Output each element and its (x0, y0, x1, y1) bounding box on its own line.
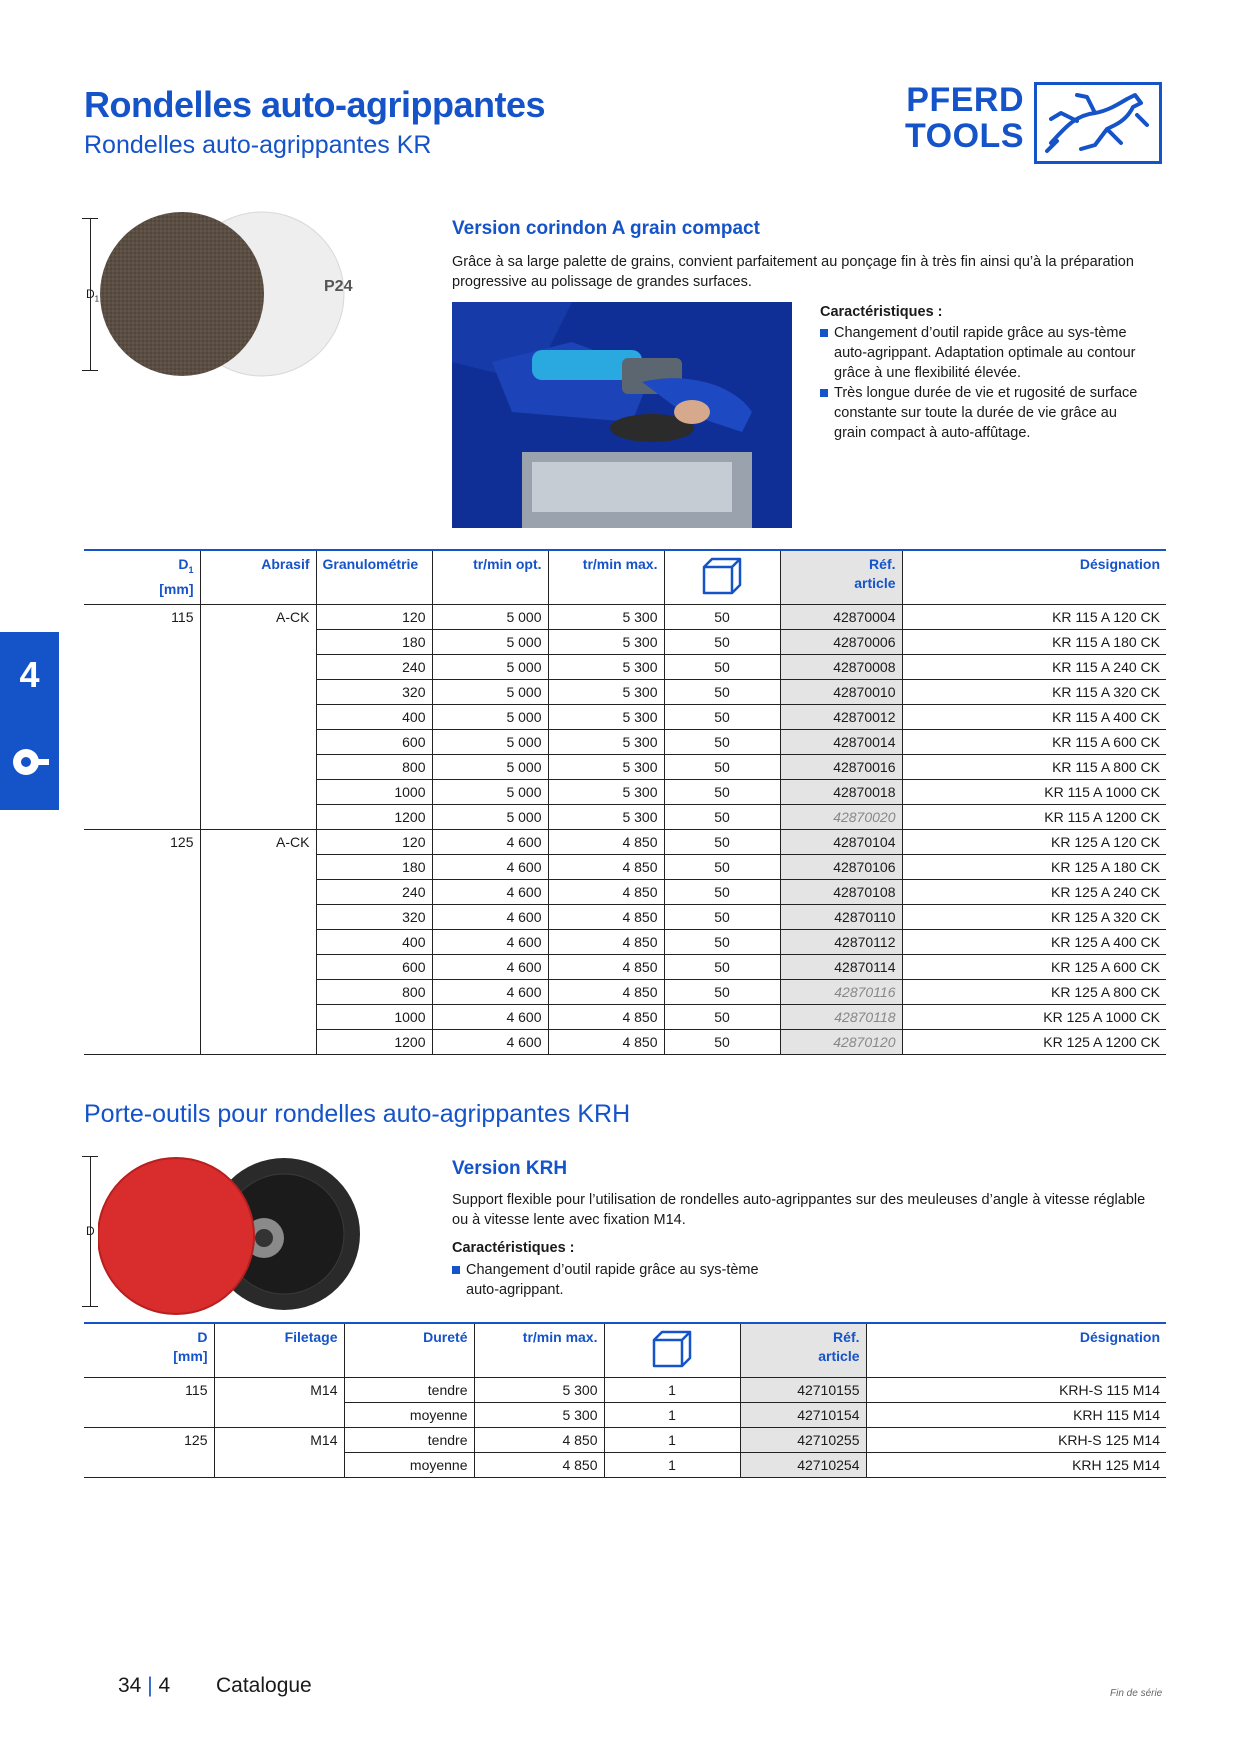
cell-rpm-opt: 4 600 (432, 830, 548, 855)
cell-abrasif (200, 980, 316, 1005)
cell-diameter (84, 805, 200, 830)
backing-pad-image (98, 1156, 368, 1316)
cell-abrasif (200, 780, 316, 805)
cell-abrasif (200, 805, 316, 830)
cell-grain: 320 (316, 680, 432, 705)
cell-diameter (84, 780, 200, 805)
section1-features-list (820, 323, 1140, 443)
cell-designation: KR 115 A 1200 CK (902, 805, 1166, 830)
table-row (84, 930, 1166, 955)
cell-rpm-max: 4 850 (474, 1453, 604, 1478)
table-row (84, 805, 1166, 830)
cell-rpm-opt: 5 000 (432, 630, 548, 655)
cell-rpm-opt: 4 600 (432, 1005, 548, 1030)
cell-designation: KR 115 A 400 CK (902, 705, 1166, 730)
footer-page-number: 34 | 4 (118, 1674, 171, 1697)
dimension-label-d: D (86, 1224, 95, 1238)
cell-abrasif (200, 755, 316, 780)
col-header-package (664, 550, 780, 605)
cell-ref-article: 42870014 (780, 730, 902, 755)
chapter-number: 4 (19, 654, 40, 695)
cell-grain: 1200 (316, 805, 432, 830)
cell-rpm-opt: 5 000 (432, 605, 548, 630)
cell-filetage (214, 1453, 344, 1478)
table-row (84, 630, 1166, 655)
cell-rpm-opt: 4 600 (432, 905, 548, 930)
cell-package-qty: 1 (604, 1378, 740, 1403)
cell-durete: moyenne (344, 1403, 474, 1428)
table-row (84, 855, 1166, 880)
table-row (84, 1453, 1166, 1478)
cell-rpm-max: 5 300 (548, 630, 664, 655)
cell-rpm-opt: 4 600 (432, 880, 548, 905)
cell-package-qty: 50 (664, 705, 780, 730)
cell-abrasif (200, 880, 316, 905)
chapter-tab[interactable] (0, 632, 59, 810)
feature-item: Changement d’outil rapide grâce au sys-tème auto-agrippant. Adaptation optimale au contour grâce à une flexibilité élevée. (820, 323, 1140, 383)
cell-rpm-max: 5 300 (548, 655, 664, 680)
cell-rpm-opt: 5 000 (432, 730, 548, 755)
cell-filetage (214, 1403, 344, 1428)
dim-sub: 1 (94, 294, 100, 304)
table-row (84, 780, 1166, 805)
cell-grain: 600 (316, 730, 432, 755)
cell-diameter (84, 630, 200, 655)
cell-rpm-max: 5 300 (474, 1403, 604, 1428)
cell-diameter (84, 705, 200, 730)
cell-ref-article: 42870004 (780, 605, 902, 630)
cell-grain: 600 (316, 955, 432, 980)
flap-wheel-icon (10, 744, 50, 785)
col-header-designation: Désignation (902, 550, 1166, 605)
cell-rpm-opt: 4 600 (432, 980, 548, 1005)
cell-ref-article: 42870106 (780, 855, 902, 880)
cell-package-qty: 50 (664, 905, 780, 930)
cell-diameter (84, 855, 200, 880)
cell-designation: KRH 125 M14 (866, 1453, 1166, 1478)
section2-features-title: Caractéristiques : (452, 1240, 575, 1256)
cell-rpm-max: 5 300 (548, 780, 664, 805)
cell-filetage: M14 (214, 1428, 344, 1453)
cell-rpm-max: 4 850 (548, 905, 664, 930)
cell-designation: KR 125 A 1200 CK (902, 1030, 1166, 1055)
cell-rpm-max: 5 300 (474, 1378, 604, 1403)
cell-package-qty: 50 (664, 680, 780, 705)
dimension-tick-bottom-2 (82, 1306, 98, 1307)
cell-rpm-max: 4 850 (548, 955, 664, 980)
cell-abrasif (200, 630, 316, 655)
cell-grain: 800 (316, 755, 432, 780)
col-header-rpm-opt: tr/min opt. (432, 550, 548, 605)
cell-diameter (84, 1005, 200, 1030)
page-subtitle: Rondelles auto-agrippantes KR (84, 131, 432, 159)
cell-ref-article: 42710255 (740, 1428, 866, 1453)
cell-ref-article: 42870008 (780, 655, 902, 680)
cell-rpm-max: 4 850 (548, 830, 664, 855)
cell-abrasif (200, 730, 316, 755)
cell-package-qty: 50 (664, 1005, 780, 1030)
cell-diameter (84, 980, 200, 1005)
cell-diameter: 115 (171, 609, 194, 626)
cell-rpm-opt: 5 000 (432, 705, 548, 730)
cell-rpm-opt: 4 600 (432, 930, 548, 955)
cell-diameter (84, 655, 200, 680)
cell-abrasif (200, 1030, 316, 1055)
section2-intro: Support flexible pour l’utilisation de rondelles auto-agrippantes sur des meuleuses d’angle à vitesse réglable ou à vitesse lente avec fixation M14. (452, 1192, 1146, 1228)
cell-grain: 180 (316, 630, 432, 655)
cell-designation: KRH-S 125 M14 (866, 1428, 1166, 1453)
cell-abrasif (200, 855, 316, 880)
cell-designation: KR 115 A 1000 CK (902, 780, 1166, 805)
table-row (84, 1378, 1166, 1403)
package-box-icon (700, 555, 744, 595)
col-header-durete: Dureté (344, 1323, 474, 1378)
cell-ref-article: 42870118 (780, 1005, 902, 1030)
cell-package-qty: 50 (664, 630, 780, 655)
col-header-granulometrie: Granulométrie (316, 550, 432, 605)
cell-package-qty: 50 (664, 930, 780, 955)
cell-diameter (84, 1453, 214, 1478)
cell-ref-article: 42710254 (740, 1453, 866, 1478)
col-header-d1: $D_1$ [mm] (84, 550, 200, 605)
cell-diameter: 125 (184, 1432, 208, 1449)
cell-ref-article: 42710155 (740, 1378, 866, 1403)
cell-designation: KR 125 A 600 CK (902, 955, 1166, 980)
cell-designation: KR 125 A 180 CK (902, 855, 1166, 880)
sanding-disc-image (96, 210, 356, 380)
cell-abrasif: A-CK (200, 605, 316, 630)
col-header-ref: Réf. article (780, 550, 902, 605)
feature-item: Très longue durée de vie et rugosité de surface constante sur toute la durée de vie grâce au grain compact à auto-affûtage. (820, 383, 1140, 443)
cell-ref-article: 42870110 (780, 905, 902, 930)
cell-rpm-max: 4 850 (548, 880, 664, 905)
kr-product-table (84, 549, 1166, 1055)
cell-grain: 800 (316, 980, 432, 1005)
cell-rpm-opt: 4 600 (432, 1030, 548, 1055)
cell-grain: 1000 (316, 780, 432, 805)
cell-rpm-opt: 5 000 (432, 755, 548, 780)
cell-package-qty: 50 (664, 1030, 780, 1055)
logo-text-line1: PFERD (906, 81, 1024, 119)
cell-ref-article: 42870116 (780, 980, 902, 1005)
table-row (84, 1030, 1166, 1055)
pferd-tools-logo (890, 82, 1166, 168)
cell-rpm-max: 5 300 (548, 730, 664, 755)
col-header-designation: Désignation (866, 1323, 1166, 1378)
cell-designation: KR 115 A 600 CK (902, 730, 1166, 755)
cell-package-qty: 50 (664, 830, 780, 855)
cell-ref-article: 42870006 (780, 630, 902, 655)
cell-rpm-max: 4 850 (548, 930, 664, 955)
cell-designation: KR 115 A 800 CK (902, 755, 1166, 780)
dim-letter: D (86, 287, 95, 301)
cell-ref-article: 42870114 (780, 955, 902, 980)
footer-eol-note: Fin de série (1110, 1688, 1163, 1699)
cell-abrasif (200, 955, 316, 980)
cell-abrasif: A-CK (200, 830, 316, 855)
table-row (84, 905, 1166, 930)
cell-filetage: M14 (214, 1378, 344, 1403)
col-header-rpm-max: tr/min max. (474, 1323, 604, 1378)
cell-designation: KRH-S 115 M14 (866, 1378, 1166, 1403)
col-header-rpm-max: tr/min max. (548, 550, 664, 605)
table-row (84, 680, 1166, 705)
cell-rpm-opt: 5 000 (432, 805, 548, 830)
cell-diameter (84, 905, 200, 930)
cell-rpm-max: 4 850 (548, 1005, 664, 1030)
cell-ref-article: 42870012 (780, 705, 902, 730)
table-row (84, 730, 1166, 755)
section2-title: Porte-outils pour rondelles auto-agrippantes KRH (84, 1100, 631, 1128)
cell-diameter (84, 880, 200, 905)
cell-ref-article: 42870108 (780, 880, 902, 905)
cell-designation: KR 125 A 400 CK (902, 930, 1166, 955)
cell-ref-article: 42870016 (780, 755, 902, 780)
cell-diameter (84, 1030, 200, 1055)
table-row (84, 655, 1166, 680)
logo-text-line2: TOOLS (905, 117, 1024, 155)
cell-diameter: 115 (185, 1382, 208, 1399)
table-row (84, 955, 1166, 980)
cell-rpm-opt: 4 600 (432, 955, 548, 980)
cell-rpm-opt: 5 000 (432, 780, 548, 805)
cell-rpm-opt: 5 000 (432, 655, 548, 680)
table-row (84, 1403, 1166, 1428)
cell-abrasif (200, 1005, 316, 1030)
cell-designation: KR 125 A 320 CK (902, 905, 1166, 930)
cell-ref-article: 42870010 (780, 680, 902, 705)
cell-package-qty: 50 (664, 755, 780, 780)
cell-durete: tendre (344, 1378, 474, 1403)
cell-rpm-opt: 5 000 (432, 680, 548, 705)
col-header-abrasif: Abrasif (200, 550, 316, 605)
cell-package-qty: 50 (664, 980, 780, 1005)
feature-item: Changement d’outil rapide grâce au sys-tème auto-agrippant. (452, 1260, 772, 1300)
cell-diameter (84, 755, 200, 780)
col-header-filetage: Filetage (214, 1323, 344, 1378)
cell-rpm-max: 4 850 (474, 1428, 604, 1453)
cell-durete: moyenne (344, 1453, 474, 1478)
table-row (84, 1005, 1166, 1030)
cell-grain: 1000 (316, 1005, 432, 1030)
cell-package-qty: 50 (664, 955, 780, 980)
krh-product-table (84, 1322, 1166, 1478)
cell-grain: 240 (316, 655, 432, 680)
cell-rpm-opt: 4 600 (432, 855, 548, 880)
cell-rpm-max: 5 300 (548, 705, 664, 730)
cell-designation: KR 125 A 120 CK (902, 830, 1166, 855)
page-title: Rondelles auto-agrippantes (84, 84, 546, 125)
horse-logo-icon (1034, 82, 1162, 164)
cell-package-qty: 50 (664, 880, 780, 905)
cell-rpm-max: 5 300 (548, 805, 664, 830)
cell-rpm-max: 5 300 (548, 755, 664, 780)
table-row (84, 830, 1166, 855)
table-row (84, 980, 1166, 1005)
cell-designation: KR 115 A 180 CK (902, 630, 1166, 655)
cell-rpm-max: 4 850 (548, 980, 664, 1005)
cell-ref-article: 42710154 (740, 1403, 866, 1428)
package-box-icon (650, 1328, 694, 1368)
cell-grain: 120 (316, 830, 432, 855)
cell-diameter (84, 955, 200, 980)
cell-abrasif (200, 905, 316, 930)
col-header-package (604, 1323, 740, 1378)
cell-designation: KR 125 A 240 CK (902, 880, 1166, 905)
col-header-ref: Réf. article (740, 1323, 866, 1378)
cell-package-qty: 1 (604, 1428, 740, 1453)
footer-catalogue: Catalogue (216, 1674, 312, 1697)
cell-diameter (84, 930, 200, 955)
table-row (84, 1428, 1166, 1453)
cell-package-qty: 50 (664, 855, 780, 880)
cell-package-qty: 50 (664, 780, 780, 805)
cell-package-qty: 1 (604, 1453, 740, 1478)
col-header-d: D [mm] (84, 1323, 214, 1378)
cell-ref-article: 42870120 (780, 1030, 902, 1055)
cell-designation: KR 125 A 1000 CK (902, 1005, 1166, 1030)
cell-designation: KR 125 A 800 CK (902, 980, 1166, 1005)
cell-abrasif (200, 655, 316, 680)
cell-diameter (84, 680, 200, 705)
section1-intro: Grâce à sa large palette de grains, convient parfaitement au ponçage fin à très fin ainsi qu’à la préparation progressive au polissage de grandes surfaces. (452, 254, 1134, 290)
cell-diameter (84, 1403, 214, 1428)
cell-grain: 320 (316, 905, 432, 930)
cell-grain: 400 (316, 705, 432, 730)
cell-rpm-max: 4 850 (548, 1030, 664, 1055)
cell-ref-article: 42870104 (780, 830, 902, 855)
section1-features-title: Caractéristiques : (820, 304, 943, 320)
cell-package-qty: 50 (664, 605, 780, 630)
cell-rpm-max: 4 850 (548, 855, 664, 880)
section2-heading: Version KRH (452, 1158, 568, 1179)
cell-abrasif (200, 705, 316, 730)
table-row (84, 605, 1166, 630)
cell-rpm-max: 5 300 (548, 680, 664, 705)
cell-designation: KRH 115 M14 (866, 1403, 1166, 1428)
cell-designation: KR 115 A 320 CK (902, 680, 1166, 705)
cell-designation: KR 115 A 120 CK (902, 605, 1166, 630)
cell-ref-article: 42870112 (780, 930, 902, 955)
section2-features-list (452, 1260, 772, 1300)
cell-package-qty: 50 (664, 805, 780, 830)
cell-ref-article: 42870018 (780, 780, 902, 805)
cell-grain: 180 (316, 855, 432, 880)
table-row (84, 880, 1166, 905)
cell-grain: 1200 (316, 1030, 432, 1055)
grinder-photo (452, 302, 792, 528)
cell-ref-article: 42870020 (780, 805, 902, 830)
cell-package-qty: 50 (664, 655, 780, 680)
cell-grain: 120 (316, 605, 432, 630)
cell-package-qty: 50 (664, 730, 780, 755)
table-row (84, 755, 1166, 780)
cell-designation: KR 115 A 240 CK (902, 655, 1166, 680)
cell-grain: 400 (316, 930, 432, 955)
cell-durete: tendre (344, 1428, 474, 1453)
cell-rpm-max: 5 300 (548, 605, 664, 630)
cell-diameter: 125 (170, 834, 194, 851)
cell-grain: 240 (316, 880, 432, 905)
cell-diameter (84, 730, 200, 755)
cell-abrasif (200, 930, 316, 955)
cell-abrasif (200, 680, 316, 705)
disc-grit-print: P24 (324, 278, 353, 295)
dimension-tick-top-2 (82, 1156, 98, 1157)
table-row (84, 705, 1166, 730)
cell-package-qty: 1 (604, 1403, 740, 1428)
section1-heading: Version corindon A grain compact (452, 218, 760, 239)
